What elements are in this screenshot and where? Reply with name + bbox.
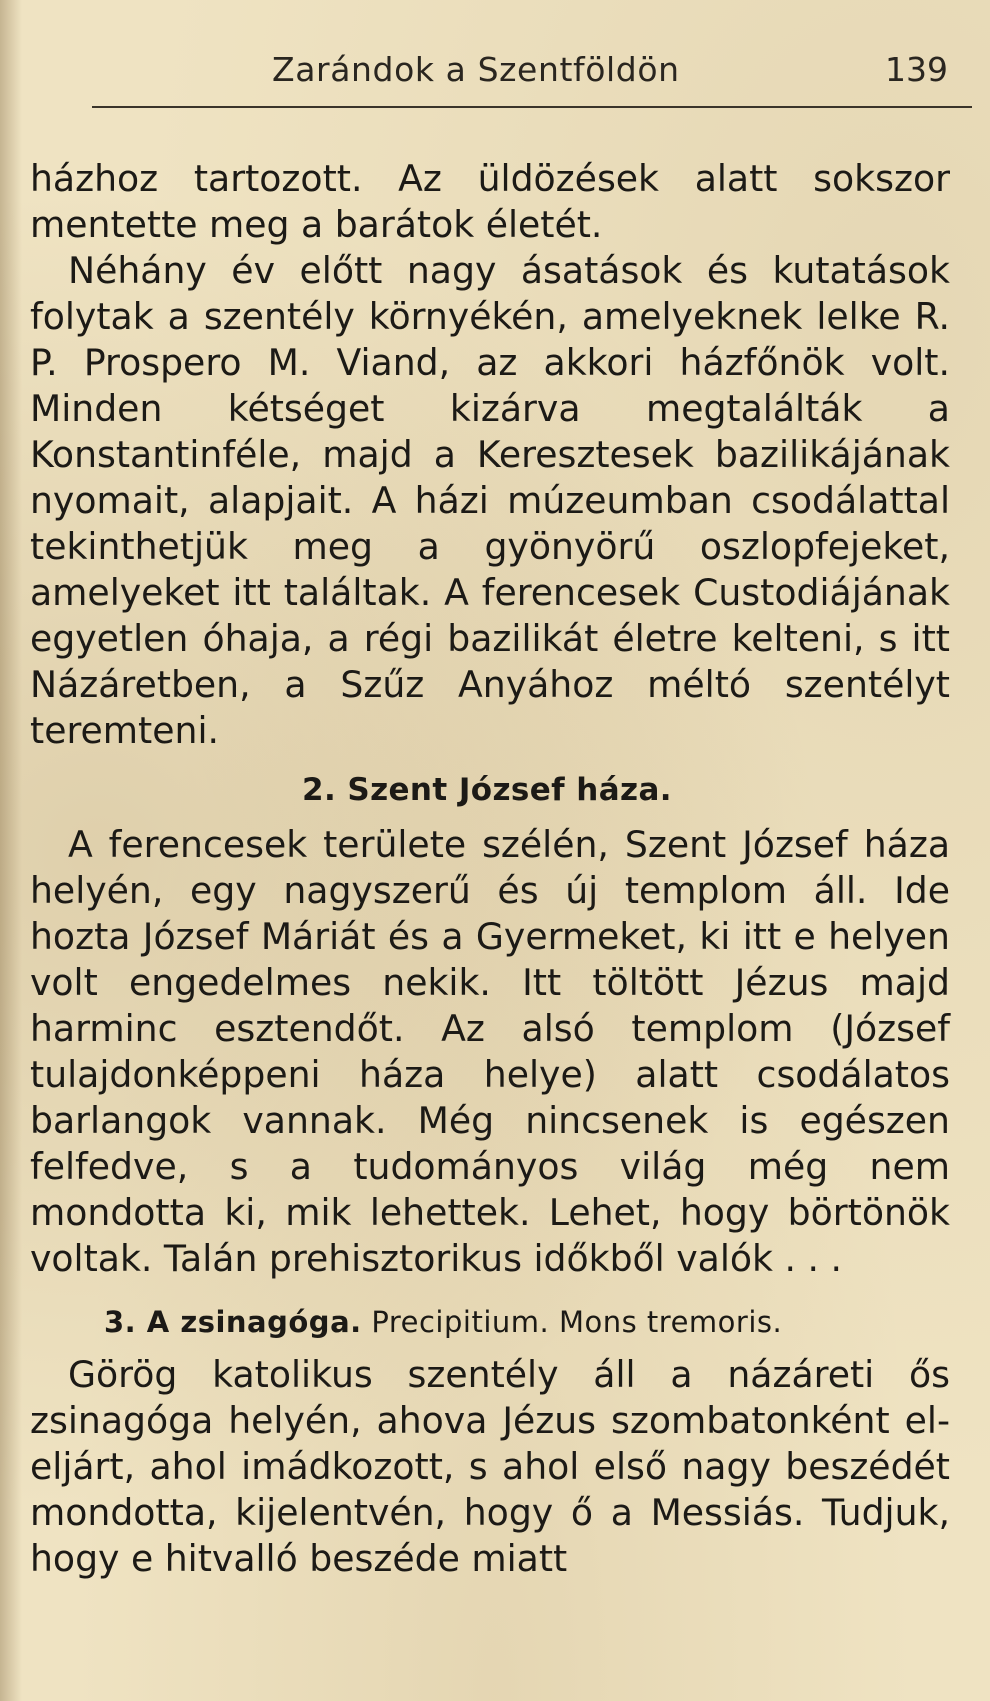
paragraph: Görög katolikus szentély áll a názáreti ős zsinagóga helyén, ahova Jézus szombatonként el-eljárt, ahol imádkozott, s ahol első nagy beszédét mondotta, kijelentvén, hogy ő a Messiás. Tudjuk, hogy e hitvalló beszéde miatt (30, 1353, 950, 1580)
page-header (30, 50, 950, 102)
page-body (30, 156, 950, 1582)
running-title: Zarándok a Szentföldön (272, 50, 680, 89)
page-edge-shadow (0, 0, 22, 1701)
section-heading-subtitle: Precipitium. Mons tremoris. (361, 1305, 783, 1339)
header-rule (92, 106, 972, 108)
paragraph: Néhány év előtt nagy ásatások és kutatások folytak a szentély környékén, amelyeknek lelke R. P. Prospero M. Viand, az akkori házfőnök volt. Minden kétséget kizárva megtalálták a Konstantinféle, majd a Keresztesek bazilikájának nyomait, alapjait. A házi múzeumban csodálattal tekinthetjük meg a gyönyörű oszlopfejeket, amelyeket itt találtak. A ferencesek Custodiájának egyetlen óhaja, a régi bazilikát életre kelteni, s itt Názáretben, a Szűz Anyához méltó szentélyt teremteni. (30, 249, 950, 752)
page-number: 139 (885, 50, 948, 89)
section-heading: 2. Szent József háza. (302, 772, 672, 808)
paragraph: házhoz tartozott. Az üldözések alatt sokszor mentette meg a barátok életét. (30, 157, 950, 246)
section-heading (104, 1300, 950, 1344)
book-page (30, 0, 950, 1701)
paragraph: A ferencesek területe szélén, Szent József háza helyén, egy nagyszerű és új templom áll. Ide hozta József Máriát és a Gyermeket, ki itt e helyen volt engedelmes nekik. Itt töltött Jézus majd harminc esztendőt. Az alsó templom (József tulajdonképpeni háza helye) alatt csodálatos barlangok vannak. Még nincsenek is egészen felfedve, s a tudományos világ még nem mondotta ki, mik lehettek. Lehet, hogy börtönök voltak. Talán prehisztorikus időkből valók . . . (30, 823, 950, 1280)
section-heading-main: 3. A zsinagóga. (104, 1305, 362, 1339)
